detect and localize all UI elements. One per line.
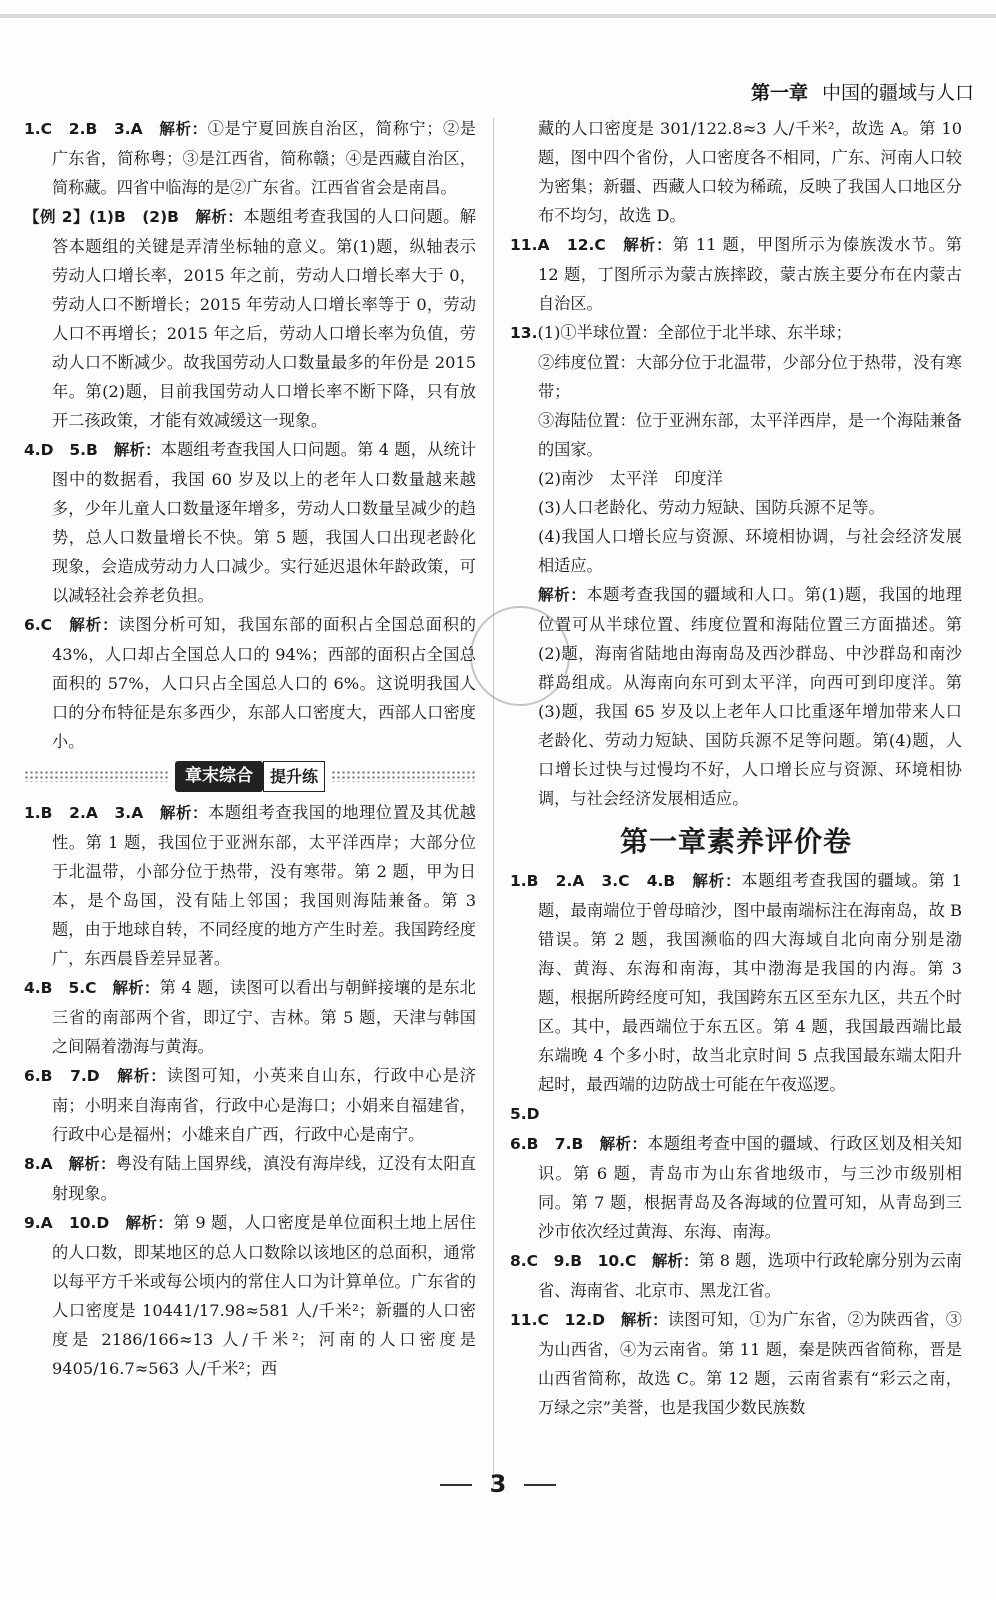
answer-subline: (2)南沙 太平洋 印度洋 bbox=[538, 469, 723, 488]
banner-sub-label: 提升练 bbox=[263, 761, 325, 792]
chapter-title: 中国的疆域与人口 bbox=[821, 82, 974, 104]
answer-item: 8.C 9.B 10.C 解析：第 8 题，选项中行政轮廓分别为云南省、海南省、北京市、黑龙江省。 bbox=[510, 1251, 962, 1300]
answer-item: 11.C 12.D 解析：读图可知，①为广东省，②为陕西省，③为山西省，④为云南省。第 11 题，秦是陕西省简称，晋是山西省简称，故选 C。第 12 题，云南省素有“彩云之南，万绿之宗”美誉，也是我国少数民族数 bbox=[510, 1310, 962, 1417]
answer-item: 6.C 解析：读图分析可知，我国东部的面积占全国总面积的 43%，人口却占全国总人口的 94%；西部的面积占全国总面积的 57%，人口只占全国总人口的 6%。这说明我国人口的分布特征是东多西少，东部人口密度大，西部人口密度小。 bbox=[24, 615, 476, 751]
answer-item: 9.A 10.D 解析：第 9 题，人口密度是单位面积土地上居住的人口数，即某地区的总人口数除以该地区的总面积，通常以每平方千米或每公顷内的常住人口为计算单位。广东省的人口密度是 10441/17.98≈581 人/千米²；新疆的人口密度是 2186/166≈13 人/千米²；河南的人口密度是 9405/16.7≈563 人/千米²；西 bbox=[24, 1213, 476, 1378]
page-number-value: 3 bbox=[489, 1470, 507, 1498]
answer-subline: ③海陆位置：位于亚洲东部，太平洋西岸，是一个海陆兼备的国家。 bbox=[538, 411, 962, 459]
answer-subline: (3)人口老龄化、劳动力短缺、国防兵源不足等。 bbox=[538, 498, 885, 517]
page-number-dash-left bbox=[440, 1484, 472, 1486]
chapter-label: 第一章 bbox=[750, 82, 808, 104]
answer-subline: (4)我国人口增长应与资源、环境相协调，与社会经济发展相适应。 bbox=[538, 527, 962, 575]
answer-item: 4.B 5.C 解析：第 4 题，读图可以看出与朝鲜接壤的是东北三省的南部两个省，即辽宁、吉林。第 5 题，天津与韩国之间隔着渤海与黄海。 bbox=[24, 978, 476, 1056]
answer-item: 8.A 解析：粤没有陆上国界线，滇没有海岸线，辽没有太阳直射现象。 bbox=[24, 1154, 476, 1203]
page-number bbox=[0, 1470, 996, 1498]
section-title: 第一章素养评价卷 bbox=[619, 825, 852, 858]
answer-item: 1.C 2.B 3.A 解析：①是宁夏回族自治区，简称宁；②是广东省，简称粤；③是江西省，简称赣；④是西藏自治区，简称藏。四省中临海的是②广东省。江西省省会是南昌。 bbox=[24, 119, 476, 197]
right-column bbox=[510, 114, 962, 1422]
answer-item: 6.B 7.D 解析：读图可知，小英来自山东，行政中心是济南；小明来自海南省，行政中心是海口；小娟来自福建省，行政中心是福州；小雄来自广西，行政中心是南宁。 bbox=[24, 1066, 477, 1144]
answer-subline: ②纬度位置：大部分位于北温带，少部分位于热带，没有寒带； bbox=[538, 353, 962, 401]
answer-item: 4.D 5.B 解析：本题组考查我国人口问题。第 4 题，从统计图中的数据看，我国 60 岁及以上的老年人口数量越来越多，少年儿童人口数量逐年增多，劳动人口数量呈减少的趋势，总人口数量增长不快。第 5 题，我国人口出现老龄化现象，会造成劳动力人口减少。实行延迟退休年龄政策，可以减轻社会养老负担。 bbox=[24, 440, 477, 605]
continued-text: 藏的人口密度是 301/122.8≈3 人/千米²，故选 A。第 10 题，图中四个省份，人口密度各不相同，广东、河南人口较为密集；新疆、西藏人口较为稀疏，反映了我国人口地区分布不均匀，故选 D。 bbox=[538, 119, 962, 225]
left-column bbox=[24, 114, 476, 1383]
section-banner bbox=[24, 762, 476, 790]
top-rule bbox=[0, 14, 996, 18]
answer-item: 5.D bbox=[510, 1105, 540, 1123]
answer-item: 1.B 2.A 3.C 4.B 解析：本题组考查我国的疆域。第 1 题，最南端位于曾母暗沙，图中最南端标注在海南岛，故 B 错误。第 2 题，我国濒临的四大海域自北向南分别是渤海、黄海、东海和南海，其中渤海是我国的内海。第 3 题，根据所跨经度可知，我国跨东五区至东九区，共五个时区。其中，最西端位于东五区。第 4 题，我国最西端比最东端晚 4 个多小时，故当北京时间 5 点我国最东端太阳升起时，最西端的边防战士可能在午夜巡逻。 bbox=[510, 871, 962, 1094]
running-header bbox=[751, 78, 974, 105]
answer-explanation: 解析：本题考查我国的疆域和人口。第(1)题，我国的地理位置可从半球位置、纬度位置和海陆位置三方面描述。第(2)题，海南省陆地由海南岛及西沙群岛、中沙群岛和南沙群岛组成。从海南向东可到太平洋，向西可到印度洋。第(3)题，我国 65 岁及以上老年人口比重逐年增加带来人口老龄化、劳动力短缺、国防兵源不足等问题。第(4)题，人口增长过快与过慢均不好，人口增长应与资源、环境相协调，与社会经济发展相适应。 bbox=[538, 585, 962, 808]
column-divider bbox=[493, 118, 494, 1488]
banner-dots-left bbox=[24, 770, 169, 782]
answer-item: 【例 2】(1)B (2)B 解析：本题组考查我国的人口问题。解答本题组的关键是弄清坐标轴的意义。第(1)题，纵轴表示劳动人口增长率，2015 年之前，劳动人口增长率大于 0，劳动人口不断增长；2015 年劳动人口增长率等于 0，劳动人口不再增长；2015 年之后，劳动人口增长率为负值，劳动人口不断减少。故我国劳动人口数量最多的年份是 2015 年。第(2)题，目前我国劳动人口增长率不断下降，只有放开二孩政策，才能有效减缓这一现象。 bbox=[24, 207, 476, 430]
answer-item: 1.B 2.A 3.A 解析：本题组考查我国的地理位置及其优越性。第 1 题，我国位于亚洲东部，太平洋西岸；大部分位于北温带，小部分位于热带，没有寒带。第 2 题，甲为日本，是个岛国，没有陆上邻国；我国则海陆兼备。第 3 题，由于地球自转，不同经度的地方产生时差。我国跨经度广，东西晨昏差异显著。 bbox=[24, 803, 476, 968]
answer-item: 11.A 12.C 解析：第 11 题，甲图所示为傣族泼水节。第 12 题，丁图所示为蒙古族摔跤，蒙古族主要分布在内蒙古自治区。 bbox=[510, 235, 962, 313]
banner-main-label: 章末综合 bbox=[175, 761, 263, 792]
answer-item: 6.B 7.B 解析：本题组考查中国的疆域、行政区划及相关知识。第 6 题，青岛市为山东省地级市，与三沙市级别相同。第 7 题，根据青岛及各海域的位置可知，从青岛到三沙市依次经过黄海、东海、南海。 bbox=[510, 1134, 962, 1241]
page-number-dash-right bbox=[524, 1484, 556, 1486]
answer-item-13: 13.(1)①半球位置：全部位于北半球、东半球； bbox=[510, 323, 852, 342]
banner-dots-right bbox=[331, 770, 476, 782]
